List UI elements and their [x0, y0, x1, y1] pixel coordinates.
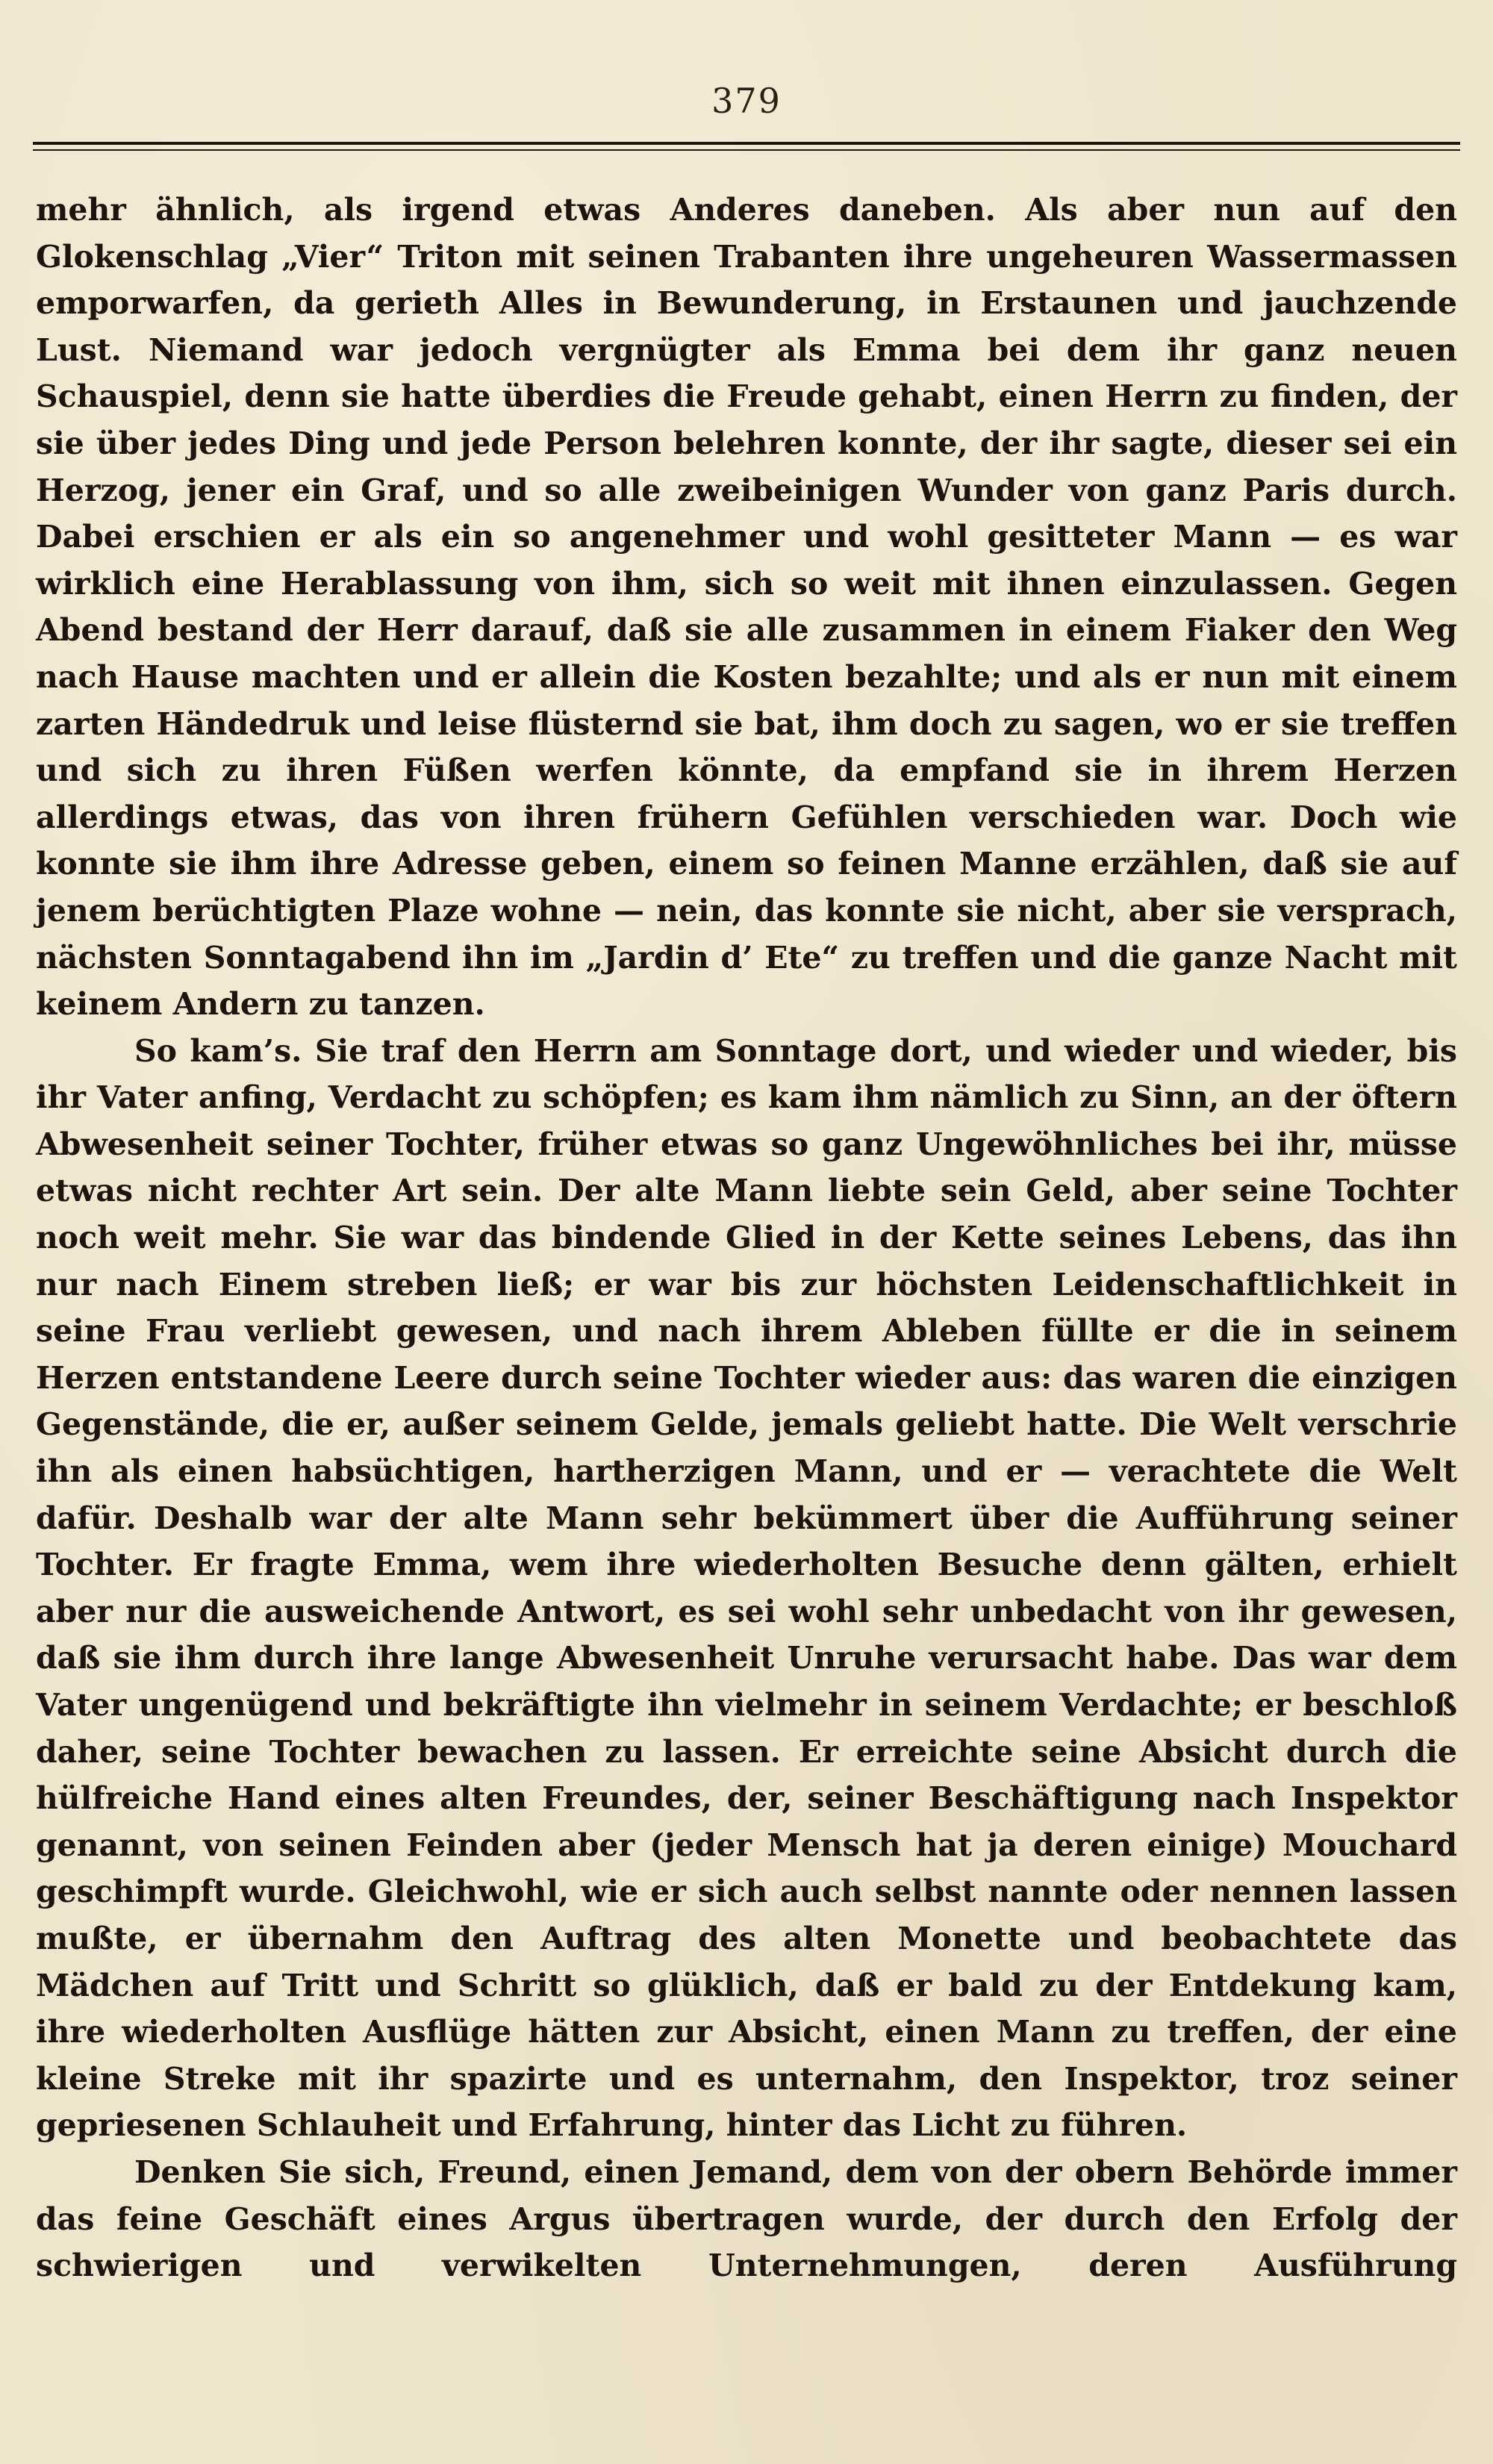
paragraph-3: Denken Sie sich, Freund, einen Jemand, dem von der obern Behörde immer das feine Geschäft eines Argus übertragen wurde, der durch den Erfolg der schwierigen und verwikelten Unternehmungen, deren Ausführung	[36, 2153, 1457, 2284]
body-text	[36, 187, 1457, 2289]
header-rule	[33, 142, 1460, 151]
paragraph-2: So kam’s. Sie traf den Herrn am Sonntage dort, und wieder und wieder, bis ihr Vater anfing, Verdacht zu schöpfen; es kam ihm nämlich zu Sinn, an der öftern Abwesenheit seiner Tochter, früher etwas so ganz Ungewöhnliches bei ihr, müsse etwas nicht rechter Art sein. Der alte Mann liebte sein Geld, aber seine Tochter noch weit mehr. Sie war das bindende Glied in der Kette seines Lebens, das ihn nur nach Einem streben ließ; er war bis zur höchsten Leidenschaftlichkeit in seine Frau verliebt gewesen, und nach ihrem Ableben füllte er die in seinem Herzen entstandene Leere durch seine Tochter wieder aus: das waren die einzigen Gegenstände, die er, außer seinem Gelde, jemals geliebt hatte. Die Welt verschrie ihn als einen habsüchtigen, hartherzigen Mann, und er — verachtete die Welt dafür. Deshalb war der alte Mann sehr bekümmert über die Aufführung seiner Tochter. Er fragte Emma, wem ihre wiederholten Besuche denn gälten, erhielt aber nur die ausweichende Antwort, es sei wohl sehr unbedacht von ihr gewesen, daß sie ihm durch ihre lange Abwesenheit Unruhe verursacht habe. Das war dem Vater ungenügend und bekräftigte ihn vielmehr in seinem Verdachte; er beschloß daher, seine Tochter bewachen zu lassen. Er erreichte seine Absicht durch die hülfreiche Hand eines alten Freundes, der, seiner Beschäftigung nach Inspektor genannt, von seinen Feinden aber (jeder Mensch hat ja deren einige) Mouchard geschimpft wurde. Gleichwohl, wie er sich auch selbst nannte oder nennen lassen mußte, er übernahm den Auftrag des alten Monette und beobachtete das Mädchen auf Tritt und Schritt so glüklich, daß er bald zu der Entdekung kam, ihre wiederholten Ausflüge hätten zur Absicht, einen Mann zu treffen, der eine kleine Streke mit ihr spazirte und es unternahm, den Inspektor, troz seiner gepriesenen Schlauheit und Erfahrung, hinter das Licht zu führen.	[36, 1032, 1457, 2144]
paragraph-1: mehr ähnlich, als irgend etwas Anderes daneben. Als aber nun auf den Glokenschlag „Vier“ Triton mit seinen Trabanten ihre ungeheuren Wassermassen emporwarfen, da gerieth Alles in Bewunderung, in Erstaunen und jauchzende Lust. Niemand war jedoch vergnügter als Emma bei dem ihr ganz neuen Schauspiel, denn sie hatte überdies die Freude gehabt, einen Herrn zu finden, der sie über jedes Ding und jede Person belehren konnte, der ihr sagte, dieser sei ein Herzog, jener ein Graf, und so alle zweibeinigen Wunder von ganz Paris durch. Dabei erschien er als ein so angenehmer und wohl gesitteter Mann — es war wirklich eine Herablassung von ihm, sich so weit mit ihnen einzulassen. Gegen Abend bestand der Herr darauf, daß sie alle zusammen in einem Fiaker den Weg nach Hause machten und er allein die Kosten bezahlte; und als er nun mit einem zarten Händedruk und leise flüsternd sie bat, ihm doch zu sagen, wo er sie treffen und sich zu ihren Füßen werfen könnte, da empfand sie in ihrem Herzen allerdings etwas, das von ihren frühern Gefühlen verschieden war. Doch wie konnte sie ihm ihre Adresse geben, einem so feinen Manne erzählen, daß sie auf jenem berüchtigten Plaze wohne — nein, das konnte sie nicht, aber sie versprach, nächsten Sonntagabend ihn im „Jardin d’ Ete“ zu treffen und die ganze Nacht mit keinem Andern zu tanzen.	[36, 192, 1457, 1023]
page-number: 379	[711, 81, 782, 121]
